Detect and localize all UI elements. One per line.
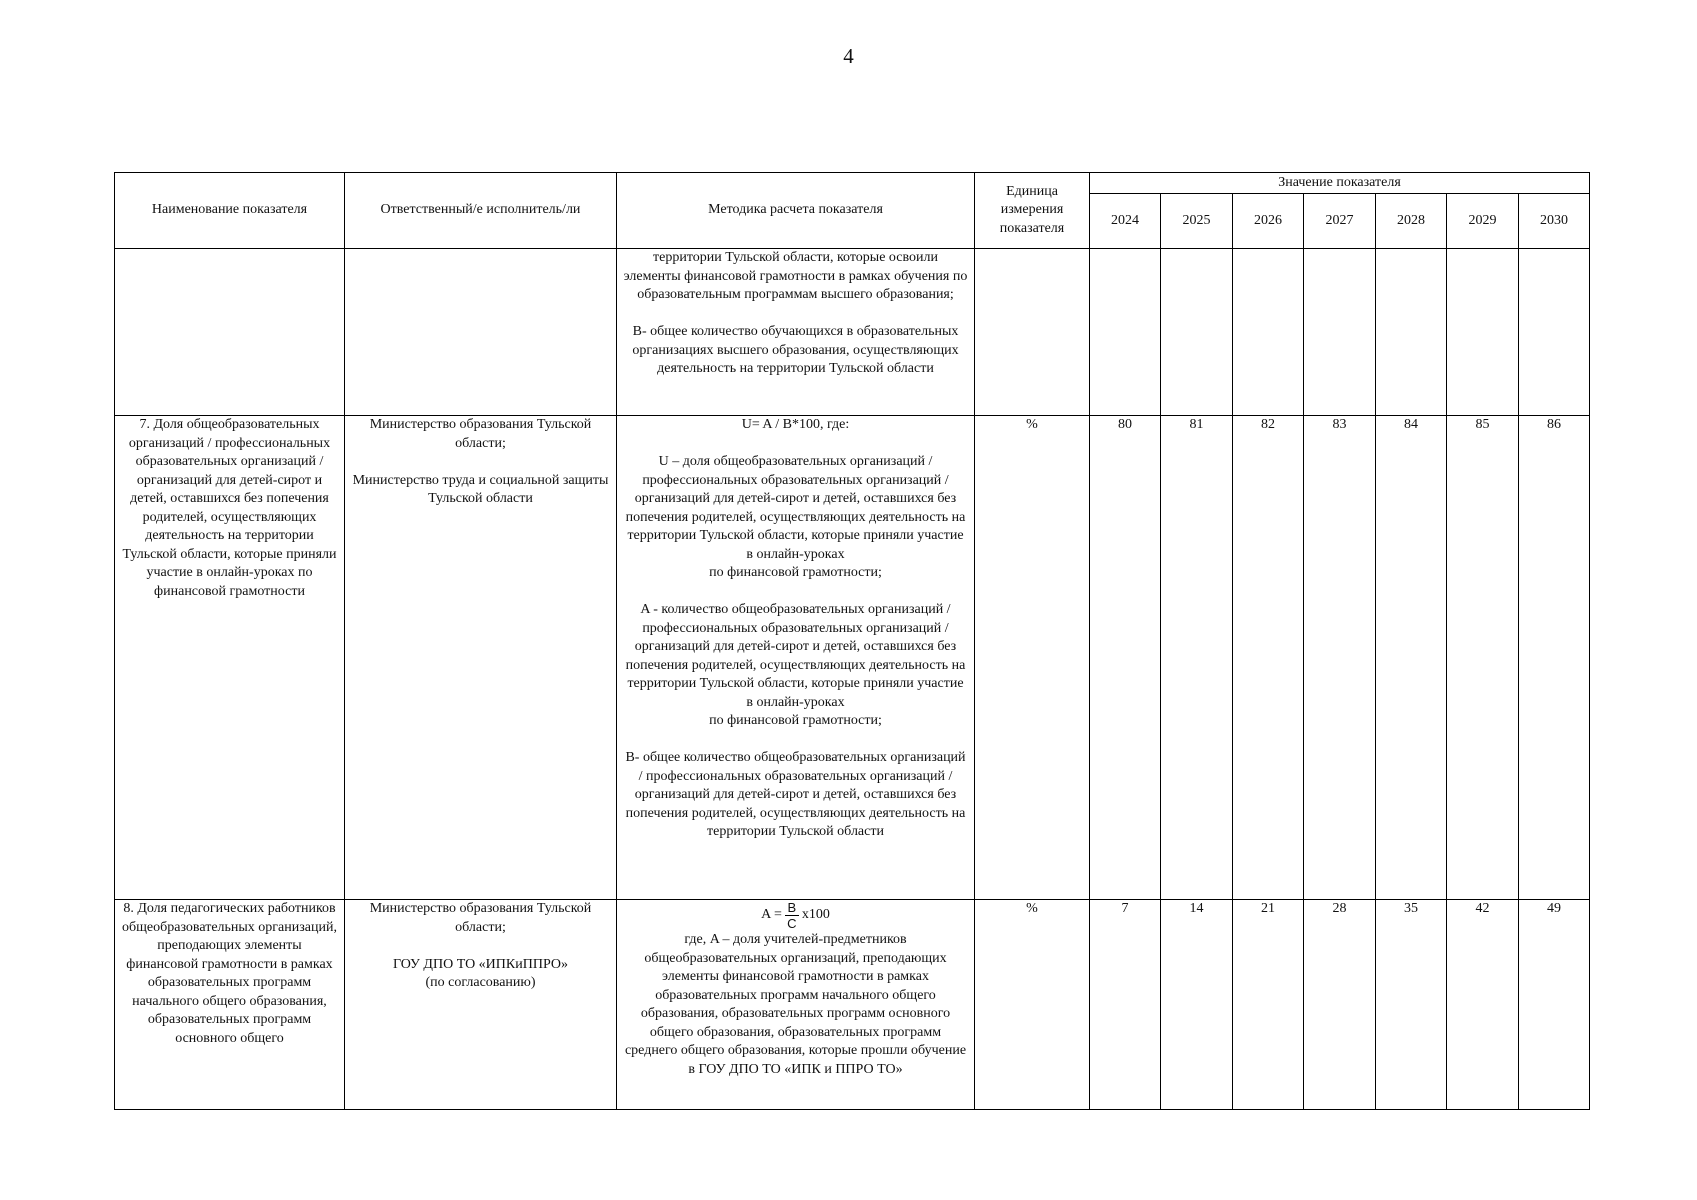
formula-multiplier: x100 xyxy=(801,907,830,923)
indicators-table xyxy=(114,172,1590,1110)
value-cell: 28 xyxy=(1304,900,1376,1110)
formula-numerator: B xyxy=(787,900,797,915)
value-cell: 42 xyxy=(1447,900,1519,1110)
value-cell: 21 xyxy=(1233,900,1304,1110)
indicator-name: 8. Доля педагогических работников общеобразовательных организаций, преподающих элементы финансовой грамотности в рамках образовательных программ начального общего образования, образовательных программ основного общего xyxy=(115,900,345,1110)
value-cell xyxy=(1519,249,1590,416)
header-name: Наименование показателя xyxy=(115,173,345,249)
value-cell xyxy=(1090,249,1161,416)
value-cell: 83 xyxy=(1304,416,1376,900)
method-cell: U= A / B*100, где: U – доля общеобразовательных организаций / профессиональных образовательных организаций / организаций для детей-сирот и детей, оставшихся без попечения родителей, осуществляющих деятельность на территории Тульской области, которые приняли участие в онлайн-уроках по финансовой грамотности; A - количество общеобразовательных организаций / профессиональных образовательных организаций / организаций для детей-сирот и детей, оставшихся без попечения родителей, осуществляющих деятельность на территории Тульской области, которые приняли участие в онлайн-уроках по финансовой грамотности; B- общее количество общеобразовательных организаций / профессиональных образовательных организаций / организаций для детей-сирот и детей, оставшихся без попечения родителей, осуществляющих деятельность на территории Тульской области xyxy=(617,416,975,900)
table-row xyxy=(115,249,1590,416)
value-cell xyxy=(1447,249,1519,416)
header-value: Значение показателя xyxy=(1090,173,1590,194)
indicator-name xyxy=(115,249,345,416)
value-cell: 82 xyxy=(1233,416,1304,900)
method-cell: территории Тульской области, которые освоили элементы финансовой грамотности в рамках обучения по образовательным программам высшего образования; B- общее количество обучающихся в образовательных организациях высшего образования, осуществляющих деятельность на территории Тульской области xyxy=(617,249,975,416)
value-cell xyxy=(1304,249,1376,416)
header-unit: Единица измерения показателя xyxy=(975,173,1090,249)
formula-lhs: A = xyxy=(761,907,782,923)
method-text: где, A – доля учителей-предметников общеобразовательных организаций, преподающих элементы финансовой грамотности в рамках образовательных программ начального общего образования, образовательных программ основного общего образования, образовательных программ среднего общего образования, которые прошли обучение в ГОУ ДПО ТО «ИПК и ППРО ТО» xyxy=(624,932,967,1077)
value-cell: 85 xyxy=(1447,416,1519,900)
value-cell: 14 xyxy=(1161,900,1233,1110)
value-cell xyxy=(1233,249,1304,416)
responsible-cell: Министерство образования Тульской области; Министерство труда и социальной защиты Тульской области xyxy=(345,416,617,900)
header-year: 2026 xyxy=(1233,194,1304,249)
unit-cell: % xyxy=(975,900,1090,1110)
header-year: 2027 xyxy=(1304,194,1376,249)
table-row xyxy=(115,416,1590,900)
formula xyxy=(623,900,968,931)
value-cell: 80 xyxy=(1090,416,1161,900)
formula-denominator: C xyxy=(787,916,797,931)
header-year: 2030 xyxy=(1519,194,1590,249)
value-cell: 84 xyxy=(1376,416,1447,900)
method-cell xyxy=(617,900,975,1110)
header-year: 2024 xyxy=(1090,194,1161,249)
header-year: 2028 xyxy=(1376,194,1447,249)
responsible-cell xyxy=(345,249,617,416)
header-year: 2025 xyxy=(1161,194,1233,249)
indicator-name: 7. Доля общеобразовательных организаций / профессиональных образовательных организаций / организаций для детей-сирот и детей, оставшихся без попечения родителей, осуществляющих деятельность на территории Тульской области, которые приняли участие в онлайн-уроках по финансовой грамотности xyxy=(115,416,345,900)
page-number: 4 xyxy=(843,44,854,68)
header-responsible: Ответственный/е исполнитель/ли xyxy=(345,173,617,249)
value-cell: 35 xyxy=(1376,900,1447,1110)
value-cell: 81 xyxy=(1161,416,1233,900)
value-cell: 86 xyxy=(1519,416,1590,900)
value-cell: 7 xyxy=(1090,900,1161,1110)
value-cell xyxy=(1161,249,1233,416)
responsible-cell: Министерство образования Тульской области; ГОУ ДПО ТО «ИПКиППРО» (по согласованию) xyxy=(345,900,617,1110)
header-year: 2029 xyxy=(1447,194,1519,249)
unit-cell xyxy=(975,249,1090,416)
header-method: Методика расчета показателя xyxy=(617,173,975,249)
value-cell: 49 xyxy=(1519,900,1590,1110)
unit-cell: % xyxy=(975,416,1090,900)
value-cell xyxy=(1376,249,1447,416)
table-row xyxy=(115,900,1590,1110)
formula-fraction xyxy=(785,900,799,931)
